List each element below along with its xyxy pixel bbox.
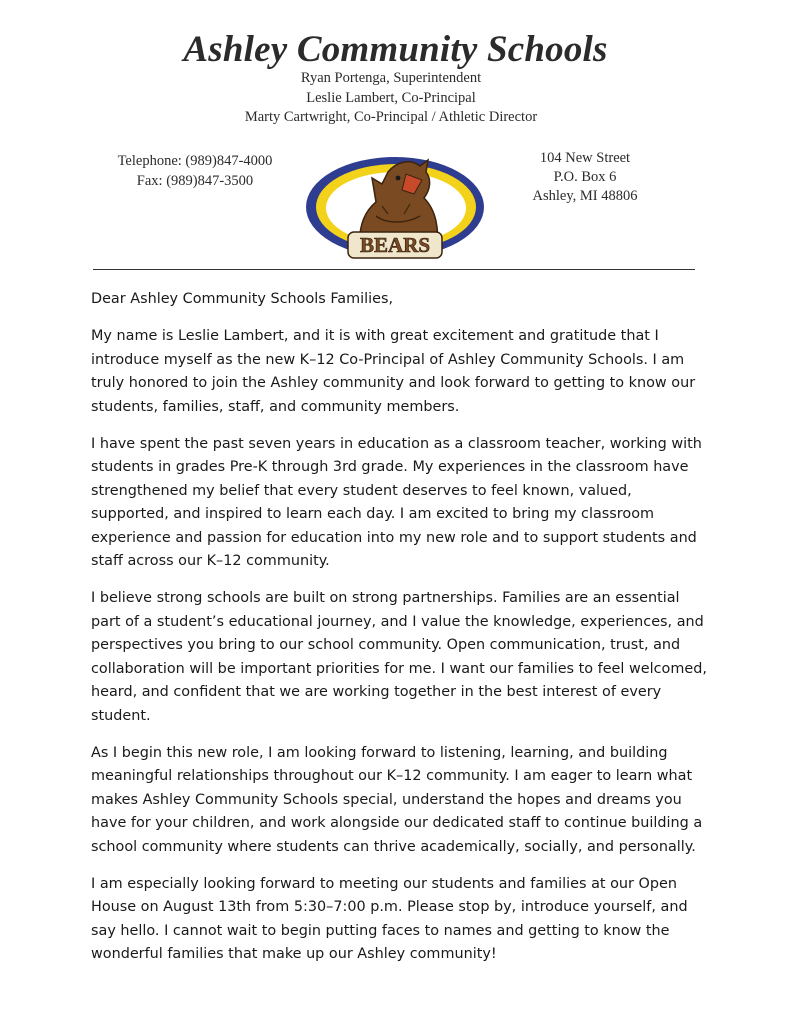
phone-fax-block <box>100 151 290 191</box>
telephone-number: Telephone: (989)847-4000 <box>117 153 273 169</box>
po-box: P.O. Box 6 <box>553 169 617 185</box>
paragraph-partnerships: I believe strong schools are built on strong partnerships. Families are an essential part of a student’s educational journey, and I value the knowledge, experiences, and perspectives you bring to our school community. Open communication, trust, and collaboration will be important priorities for me. I want our families to feel welcomed, heard, and confident that we are working together in the best interest of every student. <box>91 590 707 724</box>
superintendent-line: Ryan Portenga, Superintendent <box>300 70 482 86</box>
letterhead-divider <box>93 269 695 270</box>
letter-body <box>91 288 709 981</box>
logo-text: BEARS <box>359 233 431 257</box>
paragraph-introduction: My name is Leslie Lambert, and it is with great excitement and gratitude that I introduce myself as the new K–12 Co-Principal of Ashley Community Schools. I am truly honored to join the Ashley community and look forward to getting to know our students, families, staff, and community members. <box>91 328 696 415</box>
fax-number: Fax: (989)847-3500 <box>136 173 254 189</box>
co-principal-ad-line: Marty Cartwright, Co-Principal / Athletic Director <box>244 109 538 125</box>
paragraph-new-role: As I begin this new role, I am looking forward to listening, learning, and building meaningful relationships throughout our K–12 community. I am eager to learn what makes Ashley Community Schools special, understand the hopes and dreams you have for your children, and work alongside our dedicated staff to continue building a school community where students can thrive academically, socially, and personally. <box>91 744 703 855</box>
address-block <box>510 149 660 206</box>
street-address: 104 New Street <box>539 150 631 166</box>
city-state-zip: Ashley, MI 48806 <box>532 188 638 204</box>
co-principal-line: Leslie Lambert, Co-Principal <box>306 90 476 106</box>
paragraph-experience: I have spent the past seven years in education as a classroom teacher, working with students in grades Pre-K through 3rd grade. My experiences in the classroom have strengthened my belief that every student deserves to feel known, valued, supported, and inspired to learn each day. I am excited to bring my classroom experience and passion for education into my new role and to support students and staff across our K–12 community. <box>91 436 702 570</box>
paragraph-open-house: I am especially looking forward to meeting our students and families at our Open House on August 13th from 5:30–7:00 p.m. Please stop by, introduce yourself, and say hello. I cannot wait to begin putting faces to names and getting to know the wonderful families that make up our Ashley community! <box>91 875 688 963</box>
bear-mascot-icon <box>302 150 488 268</box>
salutation: Dear Ashley Community Schools Families, <box>91 291 394 307</box>
letterhead <box>0 0 791 280</box>
school-name: Ashley Community Schools <box>183 29 608 70</box>
